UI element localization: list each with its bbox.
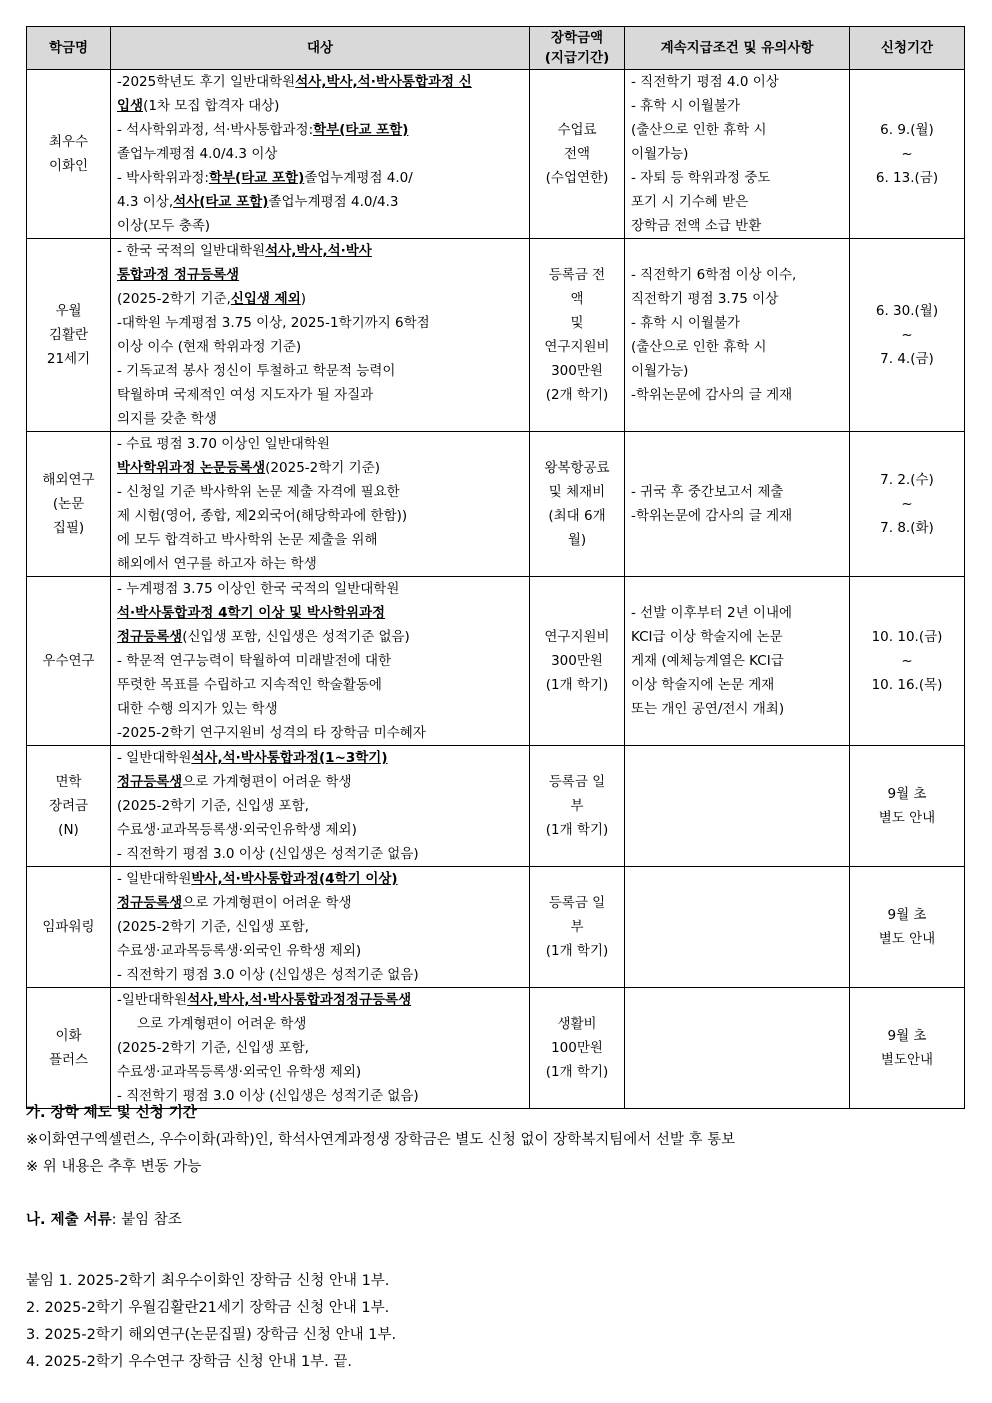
condition-line: KCI급 이상 학술지에 논문 — [631, 629, 783, 645]
section-a-title: 가. 장학 제도 및 신청 기간 — [26, 1105, 197, 1121]
eligibility-target — [111, 746, 530, 867]
period-line: ~ — [901, 653, 913, 669]
period-line: 7. 8.(화) — [880, 520, 934, 536]
target-text: 의지를 갖춘 학생 — [117, 411, 217, 427]
period-line: ~ — [901, 146, 913, 162]
target-text: - 직전학기 평점 3.0 이상 (신입생은 성적기준 없음) — [117, 1088, 419, 1104]
amount-line: (1개 학기) — [545, 1064, 609, 1080]
table-row — [27, 746, 965, 867]
target-line — [117, 625, 525, 649]
target-line — [117, 577, 525, 601]
condition-line: - 휴학 시 이월불가 — [631, 315, 741, 331]
amount-line: 전액 — [563, 146, 591, 162]
target-emphasis: 석사,박사,석·박사통합과정정규등록생 — [187, 992, 412, 1008]
target-emphasis: 학부(타교 포함) — [313, 122, 409, 138]
target-text: - 한국 국적의 일반대학원 — [117, 243, 266, 259]
target-line — [117, 480, 525, 504]
condition-line: 이월가능) — [631, 363, 689, 379]
amount-line: (1개 학기) — [545, 822, 609, 838]
amount-line: 등록금 전 — [548, 267, 606, 283]
scholarship-table — [26, 26, 965, 1109]
scholarship-name — [27, 746, 111, 867]
target-emphasis: 박사학위과정 논문등록생 — [117, 460, 266, 476]
scholarship-name-line: 장려금 — [48, 798, 89, 814]
amount-line: 연구지원비 — [544, 629, 610, 645]
target-text: - 학문적 연구능력이 탁월하여 미래발전에 대한 — [117, 653, 392, 669]
period-line: 별도 안내 — [878, 810, 936, 826]
scholarship-amount — [530, 746, 625, 867]
target-line — [117, 214, 525, 238]
scholarship-name-line: 김활란 — [48, 327, 89, 343]
target-emphasis: 박사,석·박사통합과정(4학기 이상) — [191, 871, 398, 887]
target-text: 뚜렷한 목표를 수립하고 지속적인 학술활동에 — [117, 677, 382, 693]
amount-line: 및 — [570, 315, 584, 331]
amount-line: (수업연한) — [545, 170, 609, 186]
target-line — [117, 746, 525, 770]
target-line — [117, 601, 525, 625]
condition-line: - 직전학기 평점 4.0 이상 — [631, 74, 779, 90]
scholarship-name-line: 해외연구 — [42, 472, 95, 488]
condition-line: - 귀국 후 중간보고서 제출 — [631, 484, 784, 500]
amount-line: (1개 학기) — [545, 943, 609, 959]
condition-line: 게재 (예체능계열은 KCI급 — [631, 653, 784, 669]
condition-line: -학위논문에 감사의 글 게재 — [631, 508, 793, 524]
continuation-conditions — [625, 988, 850, 1109]
continuation-conditions — [625, 70, 850, 239]
condition-line: 장학금 전액 소급 반환 — [631, 218, 762, 234]
target-line — [117, 1036, 525, 1060]
application-period — [850, 867, 965, 988]
target-line — [117, 842, 525, 866]
scholarship-name-line: 플러스 — [48, 1052, 89, 1068]
period-line: 7. 2.(수) — [880, 472, 934, 488]
period-line: 10. 10.(금) — [871, 629, 943, 645]
target-text: - 신청일 기준 박사학위 논문 제출 자격에 필요한 — [117, 484, 400, 500]
period-line: 9월 초 — [887, 907, 927, 923]
application-period — [850, 988, 965, 1109]
target-text: ) — [300, 291, 307, 307]
scholarship-name-line: (논문 — [52, 496, 85, 512]
target-line — [117, 239, 525, 263]
target-line — [117, 697, 525, 721]
scholarship-amount — [530, 239, 625, 432]
condition-line: - 자퇴 등 학위과정 중도 — [631, 170, 771, 186]
target-line — [117, 142, 525, 166]
amount-line: 수업료 — [557, 122, 597, 138]
target-emphasis: 입생 — [117, 98, 144, 114]
header-period: 신청기간 — [850, 27, 965, 70]
period-line: 9월 초 — [887, 786, 927, 802]
target-line — [117, 504, 525, 528]
target-text: (2025-2학기 기준, 신입생 포함, — [117, 1040, 309, 1056]
scholarship-amount — [530, 432, 625, 577]
eligibility-target — [111, 988, 530, 1109]
amount-line: 300만원 — [551, 363, 603, 379]
table-header-row — [27, 27, 965, 70]
scholarship-name-line: 이화인 — [48, 158, 89, 174]
target-text: (2025-2학기 기준, — [117, 291, 231, 307]
scholarship-name — [27, 867, 111, 988]
amount-line: 부 — [570, 798, 584, 814]
target-line — [117, 528, 525, 552]
target-text: (2025-2학기 기준, 신입생 포함, — [117, 798, 309, 814]
application-period — [850, 432, 965, 577]
target-text: 으로 가계형편이 어려운 학생 — [137, 1016, 307, 1032]
scholarship-amount — [530, 70, 625, 239]
target-line — [117, 311, 525, 335]
target-text: 으로 가계형편이 어려운 학생 — [182, 774, 352, 790]
target-emphasis: 정규등록생 — [117, 629, 183, 645]
target-text: 으로 가계형편이 어려운 학생 — [182, 895, 352, 911]
target-text: - 직전학기 평점 3.0 이상 (신입생은 성적기준 없음) — [117, 967, 419, 983]
target-text: - 누계평점 3.75 이상인 한국 국적의 일반대학원 — [117, 581, 400, 597]
scholarship-name-line: (N) — [58, 822, 79, 838]
amount-line: 등록금 일 — [548, 895, 606, 911]
target-line — [117, 166, 525, 190]
scholarship-name-line: 집필) — [52, 520, 85, 536]
eligibility-target — [111, 70, 530, 239]
target-line — [117, 891, 525, 915]
target-text: 해외에서 연구를 하고자 하는 학생 — [117, 556, 317, 572]
amount-line: 300만원 — [551, 653, 603, 669]
condition-line: 또는 개인 공연/전시 개최) — [631, 701, 785, 717]
target-line — [117, 552, 525, 576]
table-row — [27, 432, 965, 577]
target-text: - 석사학위과정, 석·박사통합과정: — [117, 122, 314, 138]
continuation-conditions — [625, 746, 850, 867]
amount-line: (2개 학기) — [545, 387, 609, 403]
target-text: 졸업누계평점 4.0/4.3 — [268, 194, 399, 210]
scholarship-amount — [530, 577, 625, 746]
amount-line: 부 — [570, 919, 584, 935]
target-emphasis: 석사,박사,석·박사 — [265, 243, 372, 259]
target-text: 수료생·교과목등록생·외국인 유학생 제외) — [117, 943, 362, 959]
attachment-4: 4. 2025-2학기 우수연구 장학금 신청 안내 1부. 끝. — [26, 1354, 353, 1370]
period-line: 별도 안내 — [878, 931, 936, 947]
target-text: - 박사학위과정: — [117, 170, 209, 186]
target-line — [117, 794, 525, 818]
target-line — [117, 287, 525, 311]
section-b — [26, 1207, 966, 1234]
scholarship-amount — [530, 988, 625, 1109]
target-text: 수료생·교과목등록생·외국인유학생 제외) — [117, 822, 357, 838]
period-line: 7. 4.(금) — [880, 351, 934, 367]
target-line — [117, 988, 525, 1012]
target-emphasis: 석사(타교 포함) — [173, 194, 269, 210]
period-line: 별도안내 — [880, 1052, 934, 1068]
attachment-1: 붙임 1. 2025-2학기 최우수이화인 장학금 신청 안내 1부. — [26, 1273, 390, 1289]
scholarship-name-line: 임파워링 — [42, 919, 95, 935]
scholarship-name-line: 최우수 — [48, 134, 89, 150]
target-line — [117, 383, 525, 407]
target-emphasis: 학부(타교 포함) — [208, 170, 305, 186]
target-line — [117, 118, 525, 142]
header-amount-line2: (지급기간) — [544, 50, 610, 66]
target-line — [117, 818, 525, 842]
scholarship-name-line: 우수연구 — [42, 653, 95, 669]
target-emphasis: 석사,석·박사통합과정(1~3학기) — [191, 750, 388, 766]
target-text: -2025-2학기 연구지원비 성격의 타 장학금 미수혜자 — [117, 725, 426, 741]
amount-line: (1개 학기) — [545, 677, 609, 693]
header-condition: 계속지급조건 및 유의사항 — [625, 27, 850, 70]
eligibility-target — [111, 239, 530, 432]
amount-line: 생활비 — [557, 1016, 597, 1032]
application-period — [850, 70, 965, 239]
target-text: - 직전학기 평점 3.0 이상 (신입생은 성적기준 없음) — [117, 846, 419, 862]
table-row — [27, 577, 965, 746]
amount-line: 월) — [567, 532, 587, 548]
target-emphasis: 정규등록생 — [117, 895, 183, 911]
target-line — [117, 94, 525, 118]
target-line — [117, 867, 525, 891]
header-name: 학금명 — [27, 27, 111, 70]
amount-line: 100만원 — [551, 1040, 603, 1056]
continuation-conditions — [625, 432, 850, 577]
target-line — [117, 939, 525, 963]
period-line: 6. 30.(월) — [875, 303, 939, 319]
note-subject-to-change: ※ 위 내용은 추후 변동 가능 — [26, 1159, 202, 1175]
target-line — [117, 673, 525, 697]
header-amount-line1: 장학금액 — [550, 30, 604, 46]
target-text: 4.3 이상, — [117, 194, 174, 210]
period-line: 10. 16.(목) — [871, 677, 943, 693]
amount-line: 등록금 일 — [548, 774, 606, 790]
target-line — [117, 649, 525, 673]
scholarship-name-line: 이화 — [55, 1028, 82, 1044]
period-line: 6. 9.(월) — [880, 122, 934, 138]
condition-line: (출산으로 인한 휴학 시 — [631, 122, 767, 138]
notes-section — [26, 1100, 966, 1376]
table-row — [27, 239, 965, 432]
target-text: - 일반대학원 — [117, 871, 192, 887]
target-line — [117, 263, 525, 287]
target-text: 이상(모두 충족) — [117, 218, 211, 234]
header-target: 대상 — [111, 27, 530, 70]
condition-line: 이상 학술지에 논문 게재 — [631, 677, 775, 693]
target-line — [117, 70, 525, 94]
amount-line: 연구지원비 — [544, 339, 610, 355]
target-text: - 수료 평점 3.70 이상인 일반대학원 — [117, 436, 330, 452]
eligibility-target — [111, 432, 530, 577]
target-text: - 일반대학원 — [117, 750, 192, 766]
target-text: (신입생 포함, 신입생은 성적기준 없음) — [182, 629, 410, 645]
target-text: 수료생·교과목등록생·외국인 유학생 제외) — [117, 1064, 362, 1080]
period-line: ~ — [901, 496, 913, 512]
target-text: 에 모두 합격하고 박사학위 논문 제출을 위해 — [117, 532, 378, 548]
target-line — [117, 1012, 525, 1036]
target-text: -2025학년도 후기 일반대학원 — [117, 74, 296, 90]
target-text: 대한 수행 의지가 있는 학생 — [117, 701, 278, 717]
application-period — [850, 577, 965, 746]
section-b-text: : 붙임 참조 — [111, 1212, 182, 1228]
target-text: 제 시험(영어, 종합, 제2외국어(해당학과에 한함)) — [117, 508, 408, 524]
table-row — [27, 867, 965, 988]
target-line — [117, 359, 525, 383]
application-period — [850, 239, 965, 432]
condition-line: 이월가능) — [631, 146, 689, 162]
target-text: - 기독교적 봉사 정신이 투철하고 학문적 능력이 — [117, 363, 396, 379]
amount-line: 및 체재비 — [548, 484, 606, 500]
note-auto-selection: ※이화연구엑셀런스, 우수이화(과학)인, 학석사연계과정생 장학금은 별도 신청 없이 장학복지팀에서 선발 후 통보 — [26, 1132, 736, 1148]
scholarship-name — [27, 577, 111, 746]
condition-line: - 직전학기 6학점 이상 이수, — [631, 267, 797, 283]
target-line — [117, 456, 525, 480]
scholarship-name-line: 우월 — [55, 303, 82, 319]
target-text: 탁월하며 국제적인 여성 지도자가 될 자질과 — [117, 387, 374, 403]
target-text: -일반대학원 — [117, 992, 188, 1008]
condition-line: - 선발 이후부터 2년 이내에 — [631, 605, 793, 621]
target-text: 졸업누계평점 4.0/ — [304, 170, 413, 186]
target-line — [117, 721, 525, 745]
target-emphasis: 석사,박사,석·박사통합과정 신 — [295, 74, 472, 90]
scholarship-name — [27, 432, 111, 577]
attachment-2: 2. 2025-2학기 우월김활란21세기 장학금 신청 안내 1부. — [26, 1300, 390, 1316]
header-amount — [530, 27, 625, 70]
target-text: -대학원 누계평점 3.75 이상, 2025-1학기까지 6학점 — [117, 315, 430, 331]
continuation-conditions — [625, 867, 850, 988]
target-text: (1차 모집 합격자 대상) — [143, 98, 280, 114]
eligibility-target — [111, 867, 530, 988]
amount-line: 왕복항공료 — [544, 460, 610, 476]
target-text: (2025-2학기 기준, 신입생 포함, — [117, 919, 309, 935]
table-row — [27, 70, 965, 239]
target-text: 이상 이수 (현재 학위과정 기준) — [117, 339, 302, 355]
continuation-conditions — [625, 239, 850, 432]
condition-line: (출산으로 인한 휴학 시 — [631, 339, 767, 355]
target-line — [117, 963, 525, 987]
condition-line: -학위논문에 감사의 글 게재 — [631, 387, 793, 403]
target-emphasis: 신입생 제외 — [230, 291, 301, 307]
table-body — [27, 70, 965, 1109]
table-row — [27, 988, 965, 1109]
scholarship-name-line: 21세기 — [46, 351, 91, 367]
amount-line: 액 — [570, 291, 584, 307]
period-line: 9월 초 — [887, 1028, 927, 1044]
application-period — [850, 746, 965, 867]
scholarship-amount — [530, 867, 625, 988]
amount-line: (최대 6개 — [548, 508, 606, 524]
period-line: ~ — [901, 327, 913, 343]
scholarship-name — [27, 70, 111, 239]
target-line — [117, 770, 525, 794]
scholarship-name — [27, 988, 111, 1109]
target-line — [117, 335, 525, 359]
target-line — [117, 432, 525, 456]
target-line — [117, 190, 525, 214]
target-text: (2025-2학기 기준) — [265, 460, 380, 476]
condition-line: - 휴학 시 이월불가 — [631, 98, 741, 114]
target-emphasis: 석·박사통합과정 4학기 이상 및 박사학위과정 — [117, 605, 386, 621]
scholarship-name — [27, 239, 111, 432]
target-line — [117, 407, 525, 431]
condition-line: 포기 시 기수혜 받은 — [631, 194, 749, 210]
target-text: 졸업누계평점 4.0/4.3 이상 — [117, 146, 278, 162]
scholarship-name-line: 면학 — [55, 774, 82, 790]
period-line: 6. 13.(금) — [875, 170, 939, 186]
target-line — [117, 915, 525, 939]
target-emphasis: 통합과정 정규등록생 — [117, 267, 240, 283]
condition-line: 직전학기 평점 3.75 이상 — [631, 291, 779, 307]
section-b-label: 나. 제출 서류 — [26, 1212, 112, 1228]
target-emphasis: 정규등록생 — [117, 774, 183, 790]
continuation-conditions — [625, 577, 850, 746]
attachment-3: 3. 2025-2학기 해외연구(논문집필) 장학금 신청 안내 1부. — [26, 1327, 397, 1343]
target-line — [117, 1060, 525, 1084]
eligibility-target — [111, 577, 530, 746]
